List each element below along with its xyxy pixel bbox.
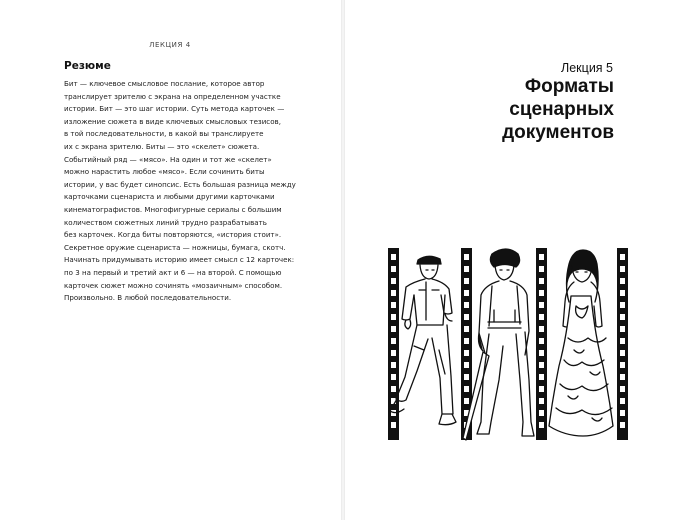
paragraph-line: карточек сюжет можно сочинять «мозаичным» способом. bbox=[64, 280, 283, 290]
paragraph-line: карточками сценариста и любыми другими карточками bbox=[64, 192, 275, 202]
sword-man-figure bbox=[463, 249, 534, 440]
paragraph-line: Начинать придумывать историю имеет смысл с 12 карточек: bbox=[64, 255, 295, 265]
paragraph-line: транслирует зрителю с экрана на определенном участке bbox=[64, 91, 281, 101]
paragraph-line: Бит — ключевое смысловое послание, которое автор bbox=[64, 79, 265, 88]
chapter-title-line: сценарных bbox=[509, 99, 614, 120]
summary-paragraph bbox=[64, 78, 304, 305]
paragraph-line: в той последовательности, в какой вы транслируете bbox=[64, 129, 264, 139]
running-head: ЛЕКЦИЯ 4 bbox=[149, 41, 191, 49]
lecture-label: Лекция 5 bbox=[561, 61, 613, 75]
paragraph-line: можно нарастить любое «мясо». Если сочинить биты bbox=[64, 167, 265, 177]
paragraph-line: истории, у вас будет синопсис. Есть большая разница между bbox=[64, 179, 296, 189]
paragraph-line: Событийный ряд — «мясо». На один и тот же «скелет» bbox=[64, 154, 272, 164]
paragraph-line: количеством сюжетных линий трудно разрабатывать bbox=[64, 217, 267, 227]
chapter-title-line: документов bbox=[502, 122, 614, 143]
paragraph-line: Произвольно. В любой последовательности. bbox=[64, 293, 232, 303]
paragraph-line: истории. Бит — это шаг истории. Суть метода карточек — bbox=[64, 104, 285, 114]
paragraph-line: изложение сюжета в виде ключевых смысловых тезисов, bbox=[64, 116, 281, 126]
paragraph-line: их с экрана зрителю. Биты — это «скелет» сюжета. bbox=[64, 141, 260, 151]
paragraph-line: без карточек. Когда биты повторяются, «история стоит». bbox=[64, 230, 282, 240]
film-strip-middle-right bbox=[536, 248, 547, 440]
filmstrip-illustration bbox=[370, 246, 640, 446]
book-gutter bbox=[341, 0, 345, 520]
paragraph-line: по 3 на первый и третий акт и 6 — на второй. С помощью bbox=[64, 267, 282, 277]
chapter-title bbox=[502, 75, 614, 144]
gown-woman-figure bbox=[549, 250, 613, 436]
section-title: Резюме bbox=[64, 60, 111, 72]
paragraph-line: кинематографистов. Многофигурные сериалы с большим bbox=[64, 204, 282, 214]
paragraph-line: Секретное оружие сценариста — ножницы, бумага, скотч. bbox=[64, 242, 286, 252]
walking-man-figure bbox=[390, 256, 456, 424]
film-strip-right bbox=[617, 248, 628, 440]
chapter-title-line: Форматы bbox=[524, 76, 614, 97]
